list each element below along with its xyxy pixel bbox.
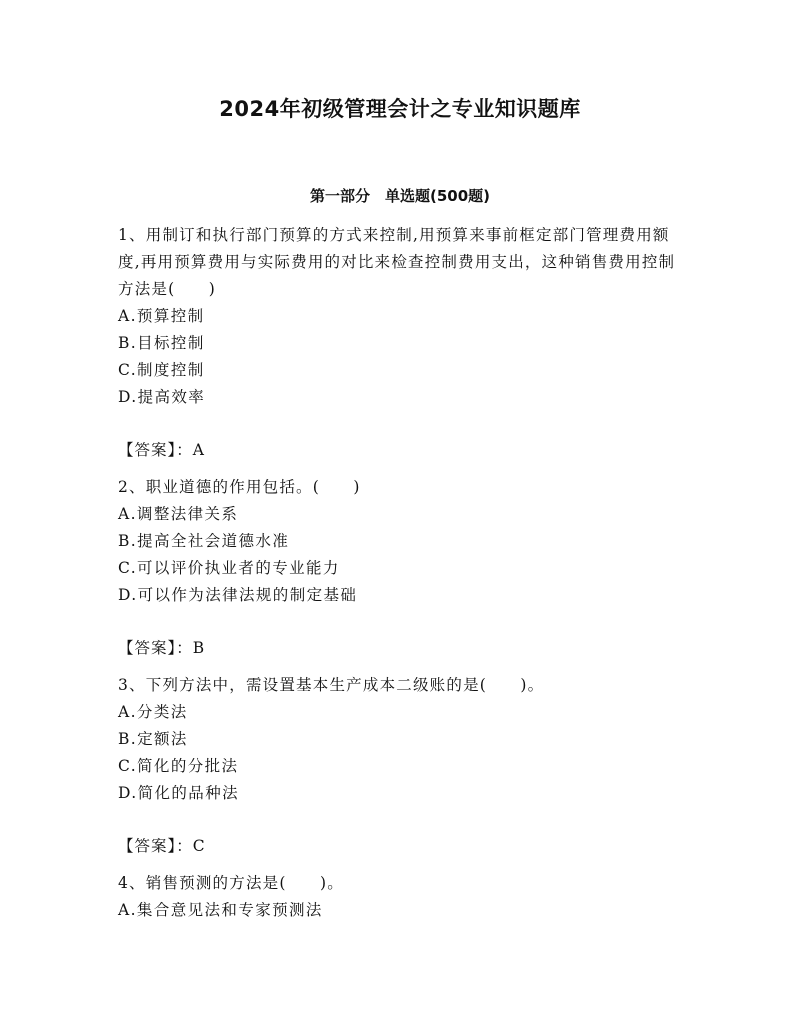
question-option: C.制度控制 xyxy=(118,361,205,379)
question-item xyxy=(118,672,678,860)
question-option: B.提高全社会道德水准 xyxy=(118,532,290,550)
section-title: 第一部分 单选题(500题) xyxy=(309,187,491,205)
question-option: B.定额法 xyxy=(118,730,188,748)
question-stem: 3、下列方法中，需设置基本生产成本二级账的是( )。 xyxy=(118,676,545,694)
question-option: A.分类法 xyxy=(118,703,188,721)
question-item xyxy=(118,222,678,464)
question-option: B.目标控制 xyxy=(118,334,205,352)
question-stem: 2、职业道德的作用包括。( ) xyxy=(118,478,361,496)
question-option: A.调整法律关系 xyxy=(118,505,239,523)
question-option: C.可以评价执业者的专业能力 xyxy=(118,559,340,577)
question-option: D.简化的品种法 xyxy=(118,784,240,802)
question-stem: 4、销售预测的方法是( )。 xyxy=(118,874,344,892)
question-answer: 【答案】：C xyxy=(118,837,206,855)
question-option: C.简化的分批法 xyxy=(118,757,239,775)
question-answer: 【答案】：A xyxy=(118,441,205,459)
question-list xyxy=(118,222,678,924)
question-stem: 1、用制订和执行部门预算的方式来控制,用预算来事前框定部门管理费用额度,再用预算费用与实际费用的对比来检查控制费用支出，这种销售费用控制方法是( ) xyxy=(118,226,676,298)
question-option: D.可以作为法律法规的制定基础 xyxy=(118,586,358,604)
question-item xyxy=(118,870,678,924)
document-title: 2024年初级管理会计之专业知识题库 xyxy=(219,97,581,121)
question-item xyxy=(118,474,678,662)
question-option: D.提高效率 xyxy=(118,388,206,406)
question-option: A.预算控制 xyxy=(118,307,205,325)
question-answer: 【答案】：B xyxy=(118,639,206,657)
question-option: A.集合意见法和专家预测法 xyxy=(118,901,323,919)
